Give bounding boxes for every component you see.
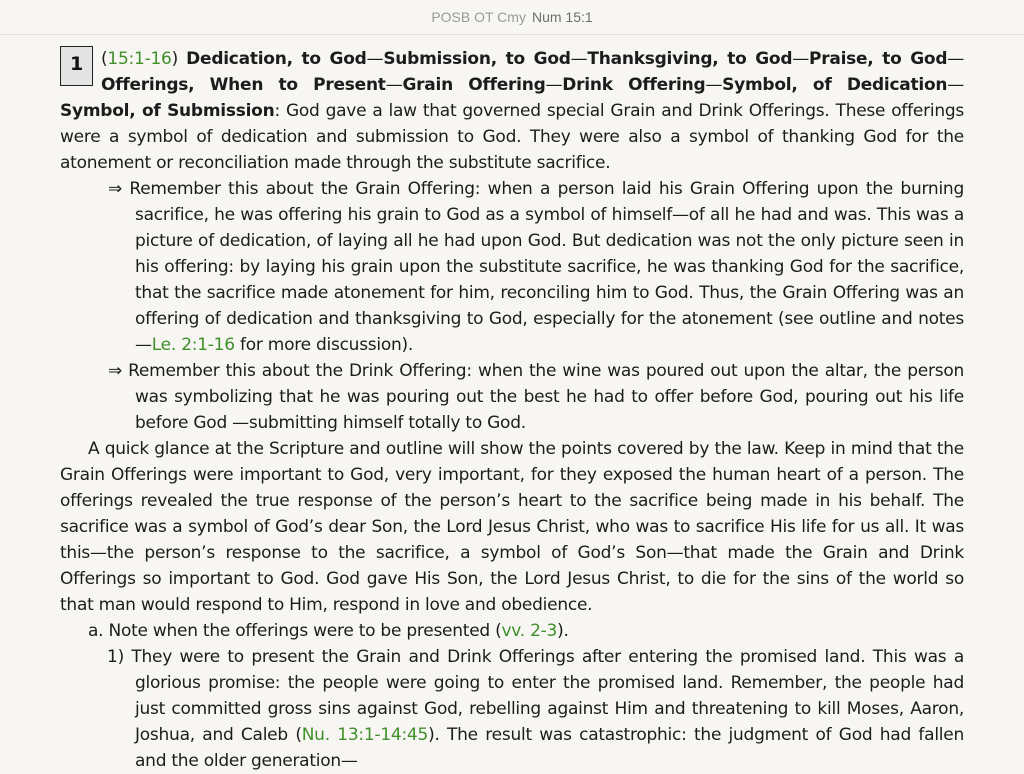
scripture-link-nu-13-1-14-45[interactable]: Nu. 13:1-14:45 bbox=[301, 725, 429, 745]
close-paren: ) bbox=[171, 49, 178, 69]
topic-grain-offering: Grain Offering bbox=[402, 75, 546, 95]
topic-drink-offering: Drink Offering bbox=[562, 75, 706, 95]
commentary-text bbox=[60, 34, 964, 774]
chapter-reference[interactable]: Num 15:1 bbox=[531, 9, 593, 25]
outline-point-a: a. Note when the offerings were to be presented (vv. 2-3). bbox=[88, 621, 569, 641]
outline-point-1: 1) They were to present the Grain and Drink Offerings after entering the promised land. This was a glorious promise: the people were going to enter the promised land. Remember, the people had just committed gross sins against God, rebelling against Him and threatening to kill Moses, Aaron, Joshua, and Caleb (Nu. 13:1-14:45). The result was catastrophic: the judgment of God had fallen and the older generation— bbox=[107, 647, 965, 771]
body-paragraph: A quick glance at the Scripture and outline will show the points covered by the law. Keep in mind that the Grain Offerings were important to God, very important, for they exposed the human heart of a person. The offerings revealed the true response of the person’s heart to the sacrifice being made in his behalf. The sacrifice was a symbol of God’s dear Son, the Lord Jesus Christ, who was to sacrifice His life for us all. It was this—the person’s response to the sacrifice, a symbol of God’s Son—that made the Grain and Drink Offerings so important to God. God gave His Son, the Lord Jesus Christ, to die for the sins of the world so that man would respond to Him, respond in love and obedience. bbox=[60, 439, 964, 615]
open-paren: ( bbox=[101, 49, 108, 69]
reader-header bbox=[0, 0, 1024, 35]
point-number-box: 1 bbox=[60, 46, 93, 86]
scripture-link-vv-2-3[interactable]: vv. 2-3 bbox=[501, 621, 558, 641]
topic-dedication: Dedication, to God bbox=[186, 49, 367, 69]
topic-symbol-dedication: Symbol, of Dedication bbox=[722, 75, 948, 95]
topic-offerings: Offerings, When to Present bbox=[101, 75, 386, 95]
topic-symbol-submission: Symbol, of Submission bbox=[60, 101, 275, 121]
scripture-link-15-1-16[interactable]: 15:1-16 bbox=[107, 49, 172, 69]
point-paragraph: 1 (15:1-16) Dedication, to God—Submission, to God—Thanksgiving, to God—Praise, to God—Offerings, When to Present—Grain Offering—Drink Offering—Symbol, of Dedication—Symbol, of Submission: God gave a law that governed special Grain and Drink Offerings. These offerings were a symbol of dedication and submission to God. They were also a symbol of thanking God for the atonement or reconciliation made through the substitute sacrifice. bbox=[60, 46, 964, 176]
bullet-drink-offering: ⇒ Remember this about the Drink Offering: when the wine was poured out upon the altar, the person was symbolizing that he was pouring out the best he had to offer before God, pouring out his life before God —submitting himself totally to God. bbox=[108, 361, 964, 433]
topic-thanksgiving: Thanksgiving, to God bbox=[587, 49, 793, 69]
bullet-grain-offering: ⇒ Remember this about the Grain Offering: when a person laid his Grain Offering upon the burning sacrifice, he was offering his grain to God as a symbol of himself—of all he had and was. This was a picture of dedication, of laying all he had upon God. But dedication was not the only picture seen in his offering: by laying his grain upon the substitute sacrifice, he was thanking God for the sacrifice, that the sacrifice made atonement for him, reconciling him to God. Thus, the Grain Offering was an offering of dedication and thanksgiving to God, especially for the atonement (see outline and notes—Le. 2:1-16 for more discussion). bbox=[108, 179, 964, 355]
scripture-link-le-2-1-16[interactable]: Le. 2:1-16 bbox=[151, 335, 235, 355]
topic-praise: Praise, to God bbox=[809, 49, 948, 69]
book-title[interactable]: POSB OT Cmy bbox=[431, 9, 526, 25]
point-body-text: : God gave a law that governed special Grain and Drink Offerings. These offerings were a symbol of dedication and submission to God. They were also a symbol of thanking God for the atonement or reconciliation made through the substitute sacrifice. bbox=[60, 101, 964, 173]
topic-submission: Submission, to God bbox=[383, 49, 571, 69]
